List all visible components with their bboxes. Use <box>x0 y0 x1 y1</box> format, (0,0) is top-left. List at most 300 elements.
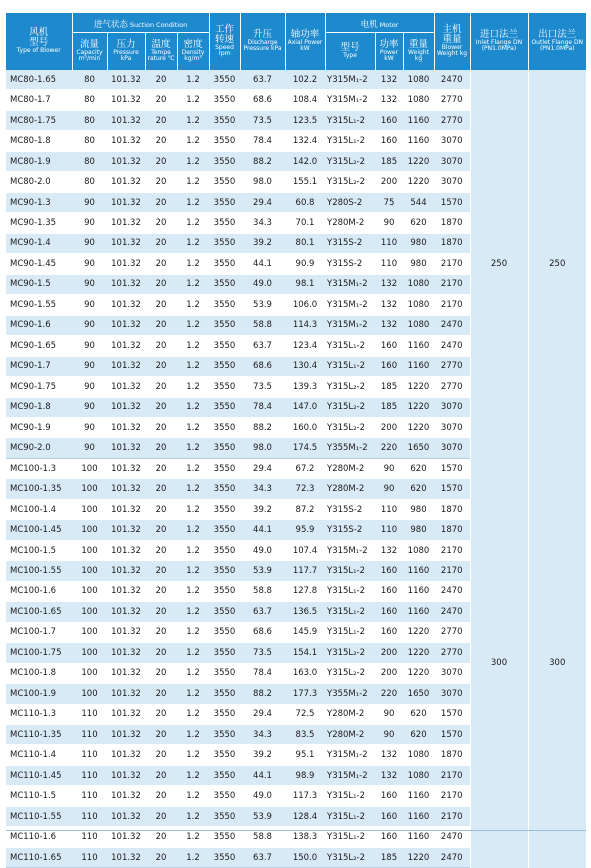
header-temp-en: Tempe rature ℃ <box>147 49 175 63</box>
cell-discharge-pressure: 88.2 <box>240 684 285 704</box>
cell-density: 1.2 <box>177 663 209 683</box>
cell-capacity: 100 <box>72 622 107 642</box>
cell-motor-power: 160 <box>375 602 403 622</box>
cell-temperature: 20 <box>145 110 177 130</box>
cell-density: 1.2 <box>177 438 209 458</box>
cell-discharge-pressure: 63.7 <box>240 847 285 867</box>
cell-motor-power: 75 <box>375 192 403 212</box>
cell-capacity: 100 <box>72 663 107 683</box>
cell-pressure: 101.32 <box>107 684 145 704</box>
cell-speed: 3550 <box>209 151 240 171</box>
header-speed-cn: 工作 转速 <box>214 24 234 46</box>
cell-axial-power: 114.3 <box>285 315 325 335</box>
header-discharge-cn: 升压 <box>252 29 272 41</box>
cell-motor-type: Y315M₁-2 <box>325 745 375 765</box>
cell-pressure: 101.32 <box>107 417 145 437</box>
cell-pressure: 101.32 <box>107 377 145 397</box>
cell-density: 1.2 <box>177 172 209 192</box>
cell-model: MC90-1.9 <box>6 417 72 437</box>
cell-model: MC100-1.7 <box>6 622 72 642</box>
cell-motor-weight: 620 <box>403 704 434 724</box>
cell-motor-power: 132 <box>375 90 403 110</box>
cell-axial-power: 98.9 <box>285 765 325 785</box>
cell-temperature: 20 <box>145 336 177 356</box>
table-bottom-rule <box>6 830 586 831</box>
cell-blower-weight: 3070 <box>434 684 470 704</box>
blower-spec-table-container <box>6 13 586 868</box>
cell-blower-weight: 3070 <box>434 151 470 171</box>
cell-motor-power: 90 <box>375 704 403 724</box>
cell-speed: 3550 <box>209 213 240 233</box>
cell-capacity: 90 <box>72 213 107 233</box>
cell-model: MC100-1.4 <box>6 499 72 519</box>
cell-blower-weight: 2170 <box>434 765 470 785</box>
cell-motor-weight: 1080 <box>403 745 434 765</box>
cell-motor-type: Y315M₁-2 <box>325 540 375 560</box>
cell-motor-power: 90 <box>375 479 403 499</box>
cell-axial-power: 117.3 <box>285 786 325 806</box>
cell-pressure: 101.32 <box>107 90 145 110</box>
cell-density: 1.2 <box>177 192 209 212</box>
cell-motor-power: 200 <box>375 663 403 683</box>
cell-blower-weight: 1870 <box>434 745 470 765</box>
cell-capacity: 80 <box>72 151 107 171</box>
cell-motor-type: Y315L₁-2 <box>325 336 375 356</box>
cell-speed: 3550 <box>209 438 240 458</box>
cell-blower-weight: 2470 <box>434 70 470 90</box>
cell-discharge-pressure: 29.4 <box>240 704 285 724</box>
cell-temperature: 20 <box>145 520 177 540</box>
cell-pressure: 101.32 <box>107 397 145 417</box>
cell-motor-power: 110 <box>375 233 403 253</box>
cell-model: MC110-1.45 <box>6 765 72 785</box>
cell-axial-power: 177.3 <box>285 684 325 704</box>
cell-motor-type: Y315L₁-2 <box>325 131 375 151</box>
cell-discharge-pressure: 58.8 <box>240 315 285 335</box>
cell-discharge-pressure: 73.5 <box>240 110 285 130</box>
cell-model: MC100-1.8 <box>6 663 72 683</box>
cell-motor-weight: 1160 <box>403 786 434 806</box>
cell-temperature: 20 <box>145 622 177 642</box>
cell-axial-power: 163.0 <box>285 663 325 683</box>
cell-discharge-pressure: 73.5 <box>240 643 285 663</box>
cell-capacity: 90 <box>72 192 107 212</box>
header-bweight-en: Blower Weight kg <box>436 44 468 58</box>
header-outlet-en: Outlet Flange DN (PN1.0MPa) <box>531 39 584 53</box>
cell-pressure: 101.32 <box>107 499 145 519</box>
cell-motor-type: Y315L₁-2 <box>325 602 375 622</box>
cell-blower-weight: 2770 <box>434 622 470 642</box>
cell-motor-power: 160 <box>375 806 403 826</box>
cell-model: MC110-1.35 <box>6 725 72 745</box>
cell-temperature: 20 <box>145 254 177 274</box>
cell-speed: 3550 <box>209 561 240 581</box>
cell-motor-type: Y315M₁-2 <box>325 295 375 315</box>
cell-blower-weight: 2170 <box>434 806 470 826</box>
cell-speed: 3550 <box>209 110 240 130</box>
cell-pressure: 101.32 <box>107 725 145 745</box>
cell-motor-type: Y315L₂-2 <box>325 397 375 417</box>
cell-density: 1.2 <box>177 806 209 826</box>
header-blower-type-en: Type of Blower <box>16 47 61 55</box>
cell-blower-weight: 2770 <box>434 377 470 397</box>
cell-motor-type: Y315L₁-2 <box>325 110 375 130</box>
cell-motor-weight: 1160 <box>403 336 434 356</box>
cell-motor-power: 160 <box>375 131 403 151</box>
cell-temperature: 20 <box>145 765 177 785</box>
cell-blower-weight: 2170 <box>434 254 470 274</box>
header-discharge-en: Discharge Pressure kPa <box>243 39 282 53</box>
cell-speed: 3550 <box>209 356 240 376</box>
cell-inlet-flange: 300 <box>470 458 528 867</box>
cell-motor-weight: 1220 <box>403 663 434 683</box>
cell-motor-weight: 620 <box>403 458 434 478</box>
cell-motor-type: Y315L₂-2 <box>325 377 375 397</box>
cell-motor-type: Y355M₁-2 <box>325 684 375 704</box>
cell-motor-weight: 1080 <box>403 295 434 315</box>
header-density-en: Density kg/m³ <box>181 49 205 63</box>
cell-motor-power: 160 <box>375 356 403 376</box>
cell-model: MC110-1.6 <box>6 827 72 847</box>
cell-blower-weight: 1870 <box>434 233 470 253</box>
header-pressure-cn: 压力 <box>116 39 136 51</box>
cell-model: MC110-1.5 <box>6 786 72 806</box>
header-capacity-en: Capacity m³/min <box>76 49 103 63</box>
cell-capacity: 100 <box>72 499 107 519</box>
cell-axial-power: 117.7 <box>285 561 325 581</box>
cell-motor-power: 220 <box>375 684 403 704</box>
cell-density: 1.2 <box>177 90 209 110</box>
cell-density: 1.2 <box>177 540 209 560</box>
cell-blower-weight: 2470 <box>434 315 470 335</box>
cell-model: MC100-1.5 <box>6 540 72 560</box>
header-density <box>177 33 209 71</box>
cell-density: 1.2 <box>177 704 209 724</box>
header-suction-cn: 进气状态 <box>93 20 128 31</box>
cell-blower-weight: 3070 <box>434 438 470 458</box>
cell-motor-power: 132 <box>375 274 403 294</box>
cell-speed: 3550 <box>209 765 240 785</box>
cell-temperature: 20 <box>145 90 177 110</box>
cell-speed: 3550 <box>209 786 240 806</box>
cell-blower-weight: 1870 <box>434 499 470 519</box>
cell-axial-power: 83.5 <box>285 725 325 745</box>
cell-density: 1.2 <box>177 827 209 847</box>
cell-motor-weight: 544 <box>403 192 434 212</box>
cell-discharge-pressure: 68.6 <box>240 90 285 110</box>
cell-capacity: 90 <box>72 356 107 376</box>
cell-motor-power: 132 <box>375 295 403 315</box>
cell-density: 1.2 <box>177 295 209 315</box>
cell-discharge-pressure: 78.4 <box>240 131 285 151</box>
cell-speed: 3550 <box>209 745 240 765</box>
cell-pressure: 101.32 <box>107 704 145 724</box>
cell-blower-weight: 1570 <box>434 725 470 745</box>
cell-density: 1.2 <box>177 786 209 806</box>
cell-discharge-pressure: 34.3 <box>240 213 285 233</box>
cell-motor-weight: 1220 <box>403 622 434 642</box>
cell-pressure: 101.32 <box>107 520 145 540</box>
cell-motor-type: Y280M-2 <box>325 458 375 478</box>
cell-capacity: 90 <box>72 438 107 458</box>
cell-blower-weight: 2470 <box>434 847 470 867</box>
cell-capacity: 100 <box>72 479 107 499</box>
cell-blower-weight: 1870 <box>434 213 470 233</box>
cell-motor-weight: 1160 <box>403 131 434 151</box>
cell-blower-weight: 2470 <box>434 581 470 601</box>
cell-motor-power: 200 <box>375 172 403 192</box>
cell-pressure: 101.32 <box>107 827 145 847</box>
cell-motor-weight: 980 <box>403 254 434 274</box>
cell-motor-weight: 1220 <box>403 417 434 437</box>
cell-blower-weight: 1570 <box>434 704 470 724</box>
cell-temperature: 20 <box>145 70 177 90</box>
cell-axial-power: 150.0 <box>285 847 325 867</box>
cell-temperature: 20 <box>145 663 177 683</box>
cell-temperature: 20 <box>145 274 177 294</box>
cell-capacity: 90 <box>72 254 107 274</box>
cell-capacity: 100 <box>72 602 107 622</box>
cell-motor-type: Y355M₁-2 <box>325 438 375 458</box>
cell-discharge-pressure: 78.4 <box>240 663 285 683</box>
cell-speed: 3550 <box>209 90 240 110</box>
cell-motor-power: 132 <box>375 315 403 335</box>
cell-density: 1.2 <box>177 397 209 417</box>
cell-pressure: 101.32 <box>107 540 145 560</box>
cell-motor-power: 160 <box>375 622 403 642</box>
cell-speed: 3550 <box>209 540 240 560</box>
cell-blower-weight: 3070 <box>434 172 470 192</box>
cell-speed: 3550 <box>209 827 240 847</box>
cell-model: MC90-1.65 <box>6 336 72 356</box>
cell-speed: 3550 <box>209 172 240 192</box>
cell-motor-type: Y315L₂-2 <box>325 663 375 683</box>
cell-blower-weight: 3070 <box>434 397 470 417</box>
cell-motor-weight: 1160 <box>403 110 434 130</box>
cell-axial-power: 127.8 <box>285 581 325 601</box>
cell-speed: 3550 <box>209 254 240 274</box>
cell-discharge-pressure: 98.0 <box>240 172 285 192</box>
cell-motor-weight: 620 <box>403 725 434 745</box>
cell-capacity: 100 <box>72 540 107 560</box>
cell-capacity: 80 <box>72 172 107 192</box>
cell-capacity: 100 <box>72 561 107 581</box>
table-header <box>6 13 586 70</box>
cell-density: 1.2 <box>177 110 209 130</box>
cell-density: 1.2 <box>177 274 209 294</box>
cell-model: MC90-1.5 <box>6 274 72 294</box>
cell-axial-power: 174.5 <box>285 438 325 458</box>
cell-pressure: 101.32 <box>107 663 145 683</box>
cell-axial-power: 72.3 <box>285 479 325 499</box>
header-mpower-cn: 功率 <box>379 39 399 51</box>
cell-motor-power: 132 <box>375 745 403 765</box>
cell-capacity: 110 <box>72 725 107 745</box>
cell-density: 1.2 <box>177 417 209 437</box>
cell-motor-weight: 1160 <box>403 356 434 376</box>
header-motor-weight <box>403 33 434 71</box>
cell-motor-power: 110 <box>375 499 403 519</box>
cell-temperature: 20 <box>145 786 177 806</box>
cell-motor-power: 132 <box>375 70 403 90</box>
cell-model: MC90-1.45 <box>6 254 72 274</box>
cell-motor-weight: 1220 <box>403 397 434 417</box>
cell-temperature: 20 <box>145 479 177 499</box>
header-speed-en: Speed rpm <box>215 44 234 58</box>
cell-temperature: 20 <box>145 602 177 622</box>
cell-motor-type: Y315L₂-2 <box>325 417 375 437</box>
cell-capacity: 90 <box>72 295 107 315</box>
table-body <box>6 70 586 868</box>
cell-model: MC90-1.3 <box>6 192 72 212</box>
cell-capacity: 80 <box>72 110 107 130</box>
cell-axial-power: 128.4 <box>285 806 325 826</box>
cell-axial-power: 60.8 <box>285 192 325 212</box>
cell-axial-power: 138.3 <box>285 827 325 847</box>
cell-discharge-pressure: 49.0 <box>240 274 285 294</box>
cell-model: MC100-1.55 <box>6 561 72 581</box>
cell-axial-power: 160.0 <box>285 417 325 437</box>
cell-motor-power: 185 <box>375 151 403 171</box>
cell-density: 1.2 <box>177 479 209 499</box>
cell-model: MC80-1.9 <box>6 151 72 171</box>
cell-discharge-pressure: 39.2 <box>240 745 285 765</box>
cell-model: MC110-1.4 <box>6 745 72 765</box>
cell-motor-type: Y315S-2 <box>325 233 375 253</box>
cell-capacity: 80 <box>72 70 107 90</box>
cell-density: 1.2 <box>177 520 209 540</box>
cell-axial-power: 136.5 <box>285 602 325 622</box>
cell-inlet-flange: 250 <box>470 70 528 458</box>
cell-axial-power: 87.2 <box>285 499 325 519</box>
cell-motor-power: 160 <box>375 827 403 847</box>
cell-pressure: 101.32 <box>107 192 145 212</box>
header-blower-type <box>6 13 72 70</box>
header-motor <box>325 13 434 33</box>
cell-speed: 3550 <box>209 131 240 151</box>
cell-density: 1.2 <box>177 315 209 335</box>
cell-discharge-pressure: 88.2 <box>240 417 285 437</box>
cell-model: MC80-1.75 <box>6 110 72 130</box>
cell-pressure: 101.32 <box>107 315 145 335</box>
cell-pressure: 101.32 <box>107 458 145 478</box>
cell-motor-weight: 1080 <box>403 274 434 294</box>
cell-motor-weight: 980 <box>403 499 434 519</box>
cell-motor-type: Y315L₁-2 <box>325 356 375 376</box>
cell-temperature: 20 <box>145 417 177 437</box>
cell-motor-weight: 1650 <box>403 684 434 704</box>
cell-capacity: 80 <box>72 90 107 110</box>
cell-motor-type: Y280M-2 <box>325 704 375 724</box>
cell-motor-weight: 1220 <box>403 172 434 192</box>
cell-speed: 3550 <box>209 725 240 745</box>
cell-capacity: 100 <box>72 520 107 540</box>
cell-motor-weight: 620 <box>403 213 434 233</box>
cell-density: 1.2 <box>177 233 209 253</box>
header-speed <box>209 13 240 70</box>
header-pressure <box>107 33 145 71</box>
cell-blower-weight: 2470 <box>434 827 470 847</box>
header-outlet-flange <box>528 13 586 70</box>
cell-axial-power: 132.4 <box>285 131 325 151</box>
cell-discharge-pressure: 58.8 <box>240 827 285 847</box>
cell-motor-power: 90 <box>375 725 403 745</box>
cell-model: MC100-1.6 <box>6 581 72 601</box>
header-mweight-en: Weight kg <box>408 49 429 63</box>
cell-axial-power: 67.2 <box>285 458 325 478</box>
cell-temperature: 20 <box>145 438 177 458</box>
cell-speed: 3550 <box>209 336 240 356</box>
cell-axial-power: 142.0 <box>285 151 325 171</box>
header-bweight-cn: 主机 重量 <box>442 24 462 46</box>
cell-axial-power: 106.0 <box>285 295 325 315</box>
cell-model: MC90-1.35 <box>6 213 72 233</box>
cell-capacity: 110 <box>72 806 107 826</box>
header-mtype-cn: 型号 <box>340 42 360 54</box>
cell-discharge-pressure: 98.0 <box>240 438 285 458</box>
header-axial-cn: 轴功率 <box>290 29 320 41</box>
cell-motor-power: 185 <box>375 397 403 417</box>
header-blower-weight <box>434 13 470 70</box>
cell-motor-power: 110 <box>375 254 403 274</box>
cell-axial-power: 123.4 <box>285 336 325 356</box>
cell-motor-weight: 1220 <box>403 847 434 867</box>
cell-discharge-pressure: 53.9 <box>240 295 285 315</box>
cell-capacity: 110 <box>72 745 107 765</box>
cell-model: MC100-1.35 <box>6 479 72 499</box>
cell-speed: 3550 <box>209 520 240 540</box>
cell-motor-type: Y315L₁-2 <box>325 622 375 642</box>
cell-motor-weight: 1220 <box>403 151 434 171</box>
cell-blower-weight: 2170 <box>434 540 470 560</box>
cell-blower-weight: 2770 <box>434 643 470 663</box>
cell-motor-type: Y315L₁-2 <box>325 827 375 847</box>
cell-capacity: 90 <box>72 336 107 356</box>
cell-discharge-pressure: 58.8 <box>240 581 285 601</box>
header-mweight-cn: 重量 <box>408 39 428 51</box>
cell-axial-power: 90.9 <box>285 254 325 274</box>
cell-speed: 3550 <box>209 377 240 397</box>
cell-speed: 3550 <box>209 684 240 704</box>
cell-temperature: 20 <box>145 131 177 151</box>
header-inlet-flange <box>470 13 528 70</box>
cell-pressure: 101.32 <box>107 745 145 765</box>
cell-blower-weight: 3070 <box>434 131 470 151</box>
cell-temperature: 20 <box>145 315 177 335</box>
cell-discharge-pressure: 68.6 <box>240 356 285 376</box>
cell-speed: 3550 <box>209 622 240 642</box>
cell-axial-power: 155.1 <box>285 172 325 192</box>
cell-motor-weight: 1220 <box>403 643 434 663</box>
cell-capacity: 90 <box>72 397 107 417</box>
cell-model: MC90-1.8 <box>6 397 72 417</box>
cell-capacity: 90 <box>72 315 107 335</box>
cell-speed: 3550 <box>209 192 240 212</box>
cell-speed: 3550 <box>209 397 240 417</box>
cell-blower-weight: 1870 <box>434 520 470 540</box>
cell-model: MC100-1.75 <box>6 643 72 663</box>
header-mtype-en: Type <box>343 52 357 60</box>
table-row <box>6 458 586 478</box>
cell-speed: 3550 <box>209 663 240 683</box>
cell-model: MC110-1.55 <box>6 806 72 826</box>
cell-motor-weight: 1160 <box>403 561 434 581</box>
cell-discharge-pressure: 49.0 <box>240 786 285 806</box>
cell-axial-power: 145.9 <box>285 622 325 642</box>
header-blower-type-cn: 风机 型号 <box>29 27 49 49</box>
cell-speed: 3550 <box>209 643 240 663</box>
cell-axial-power: 147.0 <box>285 397 325 417</box>
